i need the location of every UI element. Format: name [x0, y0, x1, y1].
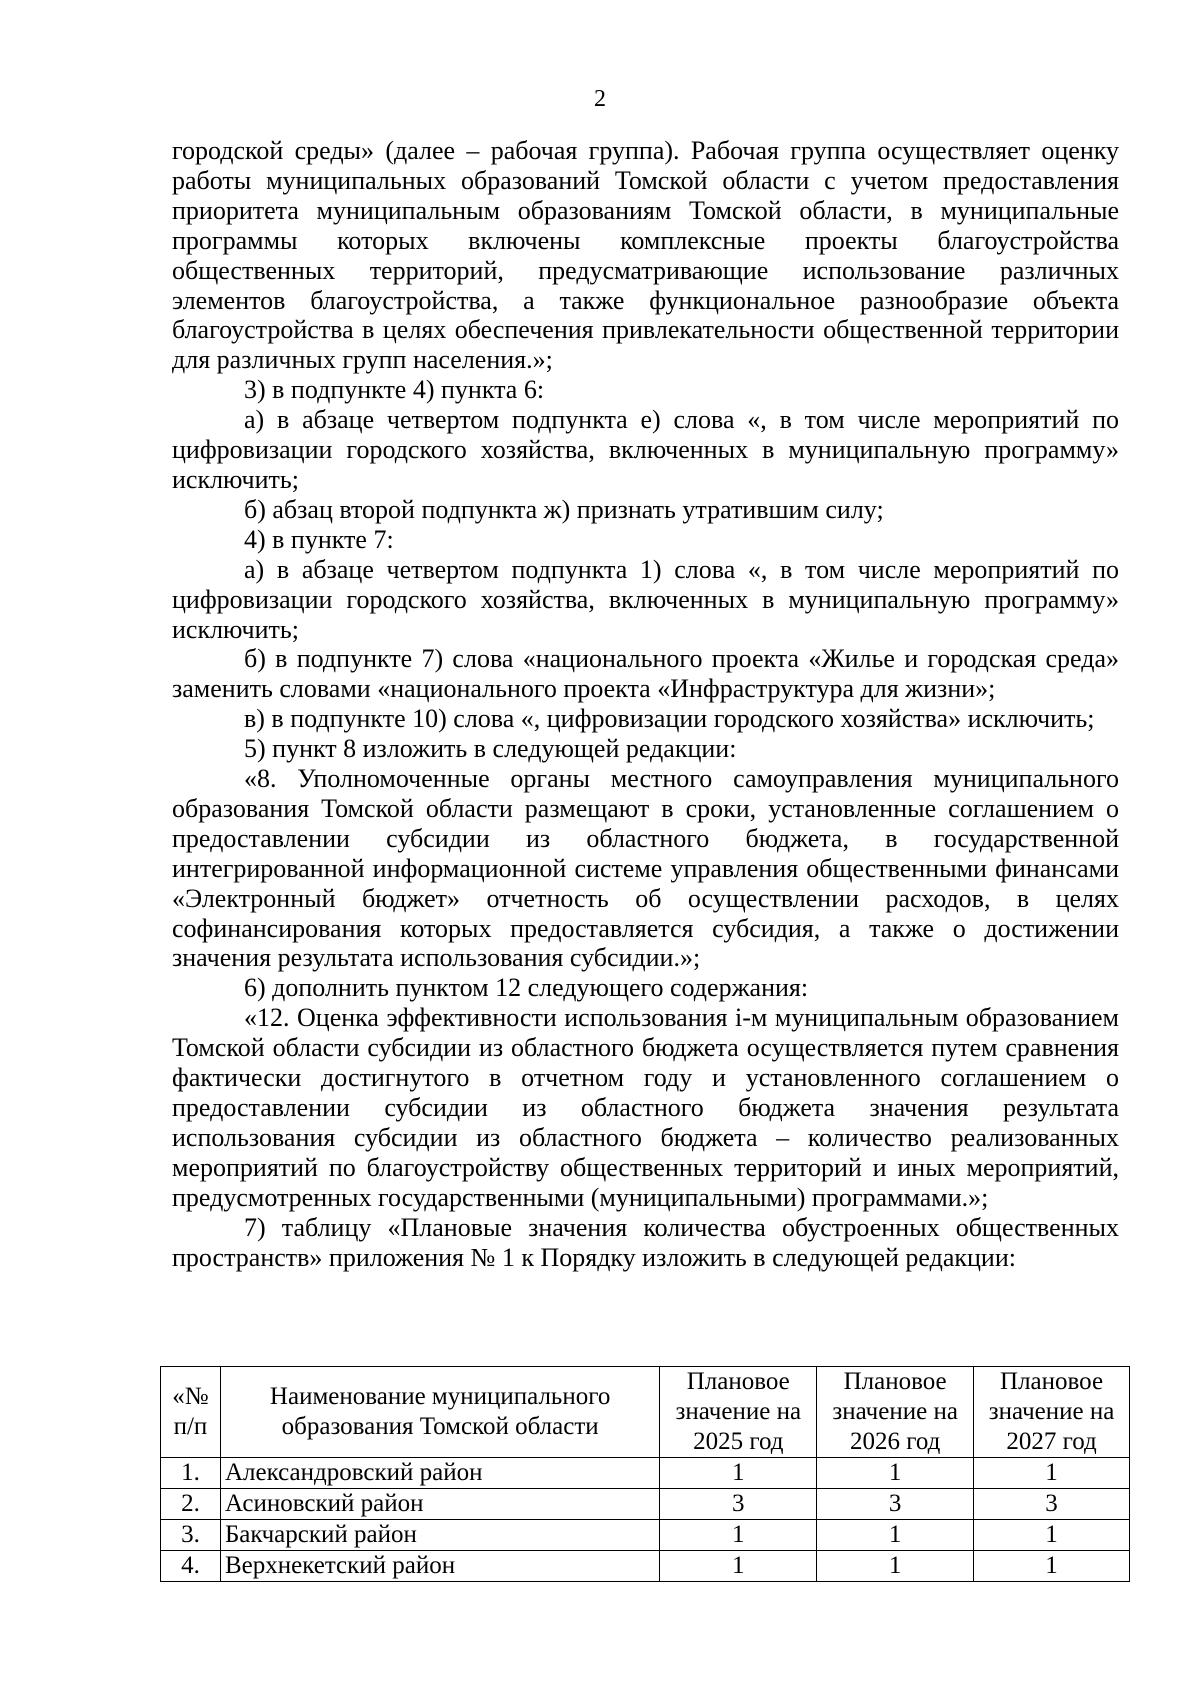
- cell-municipality: Бакчарский район: [220, 1520, 659, 1551]
- cell-plan-2026: 1: [817, 1520, 974, 1551]
- cell-plan-2025: 1: [660, 1520, 817, 1551]
- paragraph: 3) в подпункте 4) пункта 6:: [244, 375, 545, 405]
- cell-number: 1.: [161, 1458, 221, 1489]
- cell-municipality: Верхнекетский район: [220, 1551, 659, 1582]
- cell-municipality: Асиновский район: [220, 1489, 659, 1520]
- cell-plan-2026: 1: [817, 1458, 974, 1489]
- paragraph: городской среды» (далее – рабочая группа). Рабочая группа осуществляет оценку работы муниципальных образований Томской области с учетом предоставления приоритета муниципальным образованиям Томской области, в муниципальные программы которых включены комплексные проекты благоустройства общественных территорий, предусматривающие использование различных элементов благоустройства, а также функциональное разнообразие объекта благоустройства в целях обеспечения привлекательности общественной территории для различных групп населения.»;: [172, 136, 1119, 375]
- paragraph: 4) в пункте 7:: [244, 524, 394, 554]
- table-row: [161, 1551, 1130, 1582]
- paragraph: в) в подпункте 10) слова «, цифровизации городского хозяйства» исключить;: [244, 704, 1095, 734]
- cell-municipality: Александровский район: [220, 1458, 659, 1489]
- paragraph: 5) пункт 8 изложить в следующей редакции:: [244, 734, 737, 764]
- paragraph: б) в подпункте 7) слова «национального проекта «Жилье и городская среда» заменить словами «национального проекта «Инфраструктура для жизни»;: [172, 644, 1119, 704]
- cell-plan-2027: 1: [974, 1551, 1130, 1582]
- cell-plan-2025: 3: [660, 1489, 817, 1520]
- cell-plan-2027: 1: [974, 1458, 1130, 1489]
- paragraph: б) абзац второй подпункта ж) признать утратившим силу;: [244, 494, 884, 524]
- header-plan-2026: Плановое значение на 2026 год: [817, 1367, 974, 1458]
- paragraph: «12. Оценка эффективности использования i-м муниципальным образованием Томской области субсидии из областного бюджета осуществляется путем сравнения фактически достигнутого в отчетном году и установленного соглашением о предоставлении субсидии из областного бюджета значения результата использования субсидии из областного бюджета – количество реализованных мероприятий по благоустройству общественных территорий и иных мероприятий, предусмотренных государственными (муниципальными) программами.»;: [172, 1003, 1119, 1212]
- cell-number: 2.: [161, 1489, 221, 1520]
- cell-plan-2026: 1: [817, 1551, 974, 1582]
- paragraph: «8. Уполномоченные органы местного самоуправления муниципального образования Томской области размещают в сроки, установленные соглашением о предоставлении субсидии из областного бюджета, в государственной интегрированной информационной системе управления общественными финансами «Электронный бюджет» отчетность об осуществлении расходов, в целях софинансирования которых предоставляется субсидия, а также о достижении значения результата использования субсидии.»;: [172, 764, 1119, 973]
- table-row: [161, 1489, 1130, 1520]
- header-number: «№ п/п: [161, 1367, 221, 1458]
- table-row: [161, 1520, 1130, 1551]
- paragraph: 7) таблицу «Плановые значения количества обустроенных общественных пространств» приложения № 1 к Порядку изложить в следующей редакции:: [172, 1212, 1119, 1272]
- cell-plan-2027: 1: [974, 1520, 1130, 1551]
- cell-plan-2026: 3: [817, 1489, 974, 1520]
- cell-number: 3.: [161, 1520, 221, 1551]
- header-municipality: Наименование муниципального образования Томской области: [220, 1367, 659, 1458]
- cell-number: 4.: [161, 1551, 221, 1582]
- cell-plan-2025: 1: [660, 1458, 817, 1489]
- table-header-row: [161, 1367, 1130, 1458]
- paragraph: 6) дополнить пунктом 12 следующего содержания:: [244, 973, 809, 1003]
- paragraph: а) в абзаце четвертом подпункта 1) слова «, в том числе мероприятий по цифровизации городского хозяйства, включенных в муниципальную программу» исключить;: [172, 554, 1119, 644]
- header-plan-2027: Плановое значение на 2027 год: [974, 1367, 1130, 1458]
- cell-plan-2027: 3: [974, 1489, 1130, 1520]
- table-row: [161, 1458, 1130, 1489]
- document-body: [172, 136, 1119, 1272]
- paragraph: а) в абзаце четвертом подпункта е) слова «, в том числе мероприятий по цифровизации городского хозяйства, включенных в муниципальную программу» исключить;: [172, 405, 1119, 494]
- planned-values-table: [160, 1366, 1130, 1582]
- cell-plan-2025: 1: [660, 1551, 817, 1582]
- header-plan-2025: Плановое значение на 2025 год: [660, 1367, 817, 1458]
- page-number: 2: [594, 86, 606, 112]
